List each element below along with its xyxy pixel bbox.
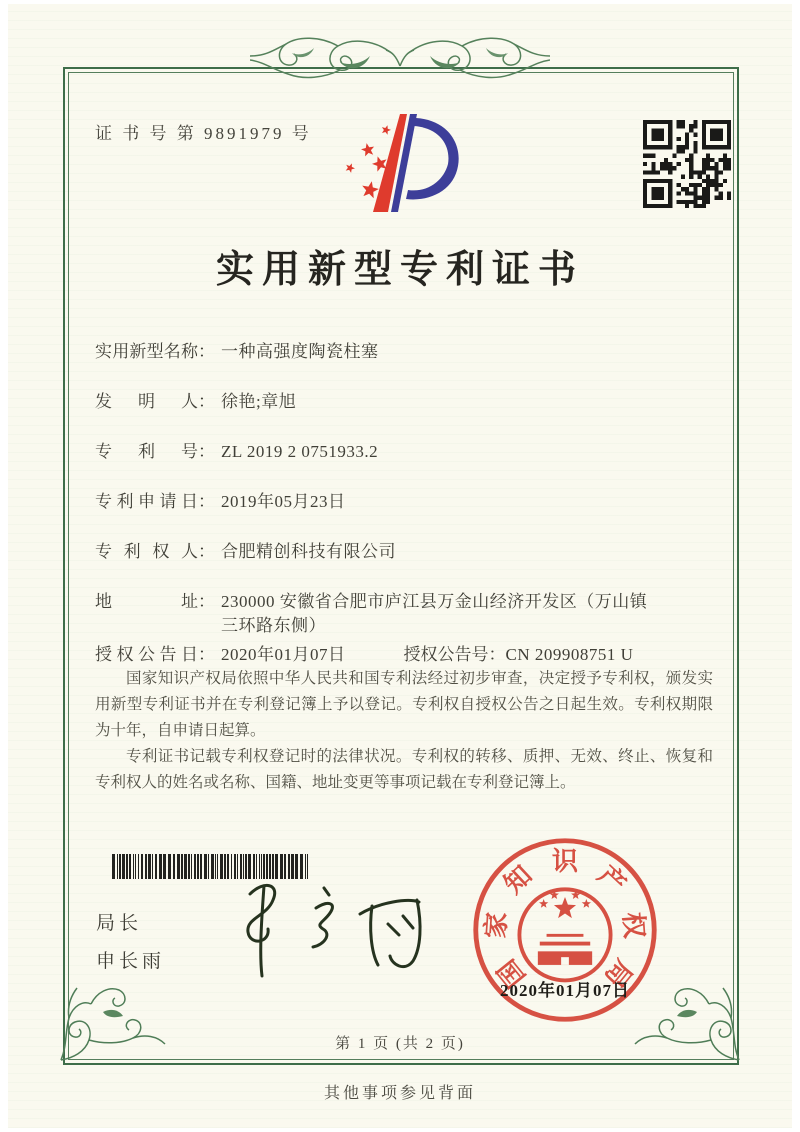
svg-text:家: 家: [481, 911, 512, 940]
seal-date: 2020年01月07日: [500, 981, 630, 1000]
legal-paragraph: 专利证书记载专利权登记时的法律状况。专利权的转移、质押、无效、终止、恢复和专利权人的姓名或名称、国籍、地址变更等事项记载在专利登记簿上。: [95, 748, 713, 791]
field-value: ZL 2019 2 0751933.2: [221, 442, 379, 461]
field-row-patentee: 专利权人： 合肥精创科技有限公司: [95, 540, 720, 564]
director-name: 申长雨: [96, 951, 166, 972]
field-value: 徐艳;章旭: [221, 392, 297, 411]
field-value: 2019年05月23日: [221, 492, 346, 511]
field-label: 授权公告号：: [403, 645, 506, 664]
svg-text:产: 产: [592, 860, 632, 900]
legal-paragraph: 国家知识产权局依照中华人民共和国专利法经过初步审查，决定授予专利权，颁发实用新型专利证书并在专利登记簿上予以登记。专利权自授权公告之日起生效。专利权期限为十年，自申请日起算。: [95, 670, 713, 739]
page-number: 第 1 页 (共 2 页): [335, 1036, 465, 1052]
director-title: 局长: [96, 913, 143, 934]
field-row-address: 地址： 230000 安徽省合肥市庐江县万金山经济开发区（万山镇 三环路东侧）: [95, 590, 720, 638]
field-row-inventor: 发明人： 徐艳;章旭: [95, 390, 720, 414]
grant-no-value: CN 209908751 U: [505, 645, 634, 664]
svg-text:识: 识: [551, 846, 579, 876]
certificate-fields: [95, 340, 720, 693]
field-label: 专利申请日: [95, 492, 198, 511]
certificate-number: 证 书 号 第 9891979 号: [95, 124, 312, 143]
svg-text:知: 知: [498, 860, 538, 900]
field-value: 230000 安徽省合肥市庐江县万金山经济开发区（万山镇 三环路东侧）: [221, 592, 648, 635]
field-label: 专利号: [95, 442, 198, 461]
field-label: 实用新型名称: [95, 342, 198, 361]
field-row-patent-no: 专利号： ZL 2019 2 0751933.2: [95, 440, 720, 464]
cnipa-logo-icon: [336, 110, 462, 216]
qr-code: [641, 118, 733, 210]
grant-date-value: 2020年01月07日: [221, 645, 346, 664]
svg-text:权: 权: [618, 911, 649, 940]
field-label: 地址: [95, 592, 198, 611]
certificate-title: 实用新型专利证书: [215, 249, 584, 291]
field-label: 专利权人: [95, 542, 198, 561]
field-row-grant: 授权公告日： 2020年01月07日 授权公告号：CN 209908751 U: [95, 643, 720, 667]
director-signature-icon: [212, 872, 427, 982]
svg-text:局: 局: [598, 953, 638, 993]
back-side-note: 其他事项参见背面: [323, 1085, 476, 1102]
field-row-filing-date: 专利申请日： 2019年05月23日: [95, 490, 720, 514]
svg-text:国: 国: [492, 953, 532, 993]
field-value: 一种高强度陶瓷柱塞: [221, 342, 379, 361]
legal-paragraphs: [95, 666, 713, 796]
field-row-name: 实用新型名称： 一种高强度陶瓷柱塞: [95, 340, 720, 364]
field-label: 授权公告日: [95, 645, 198, 664]
field-value: 合肥精创科技有限公司: [221, 542, 396, 561]
field-label: 发明人: [95, 392, 198, 411]
